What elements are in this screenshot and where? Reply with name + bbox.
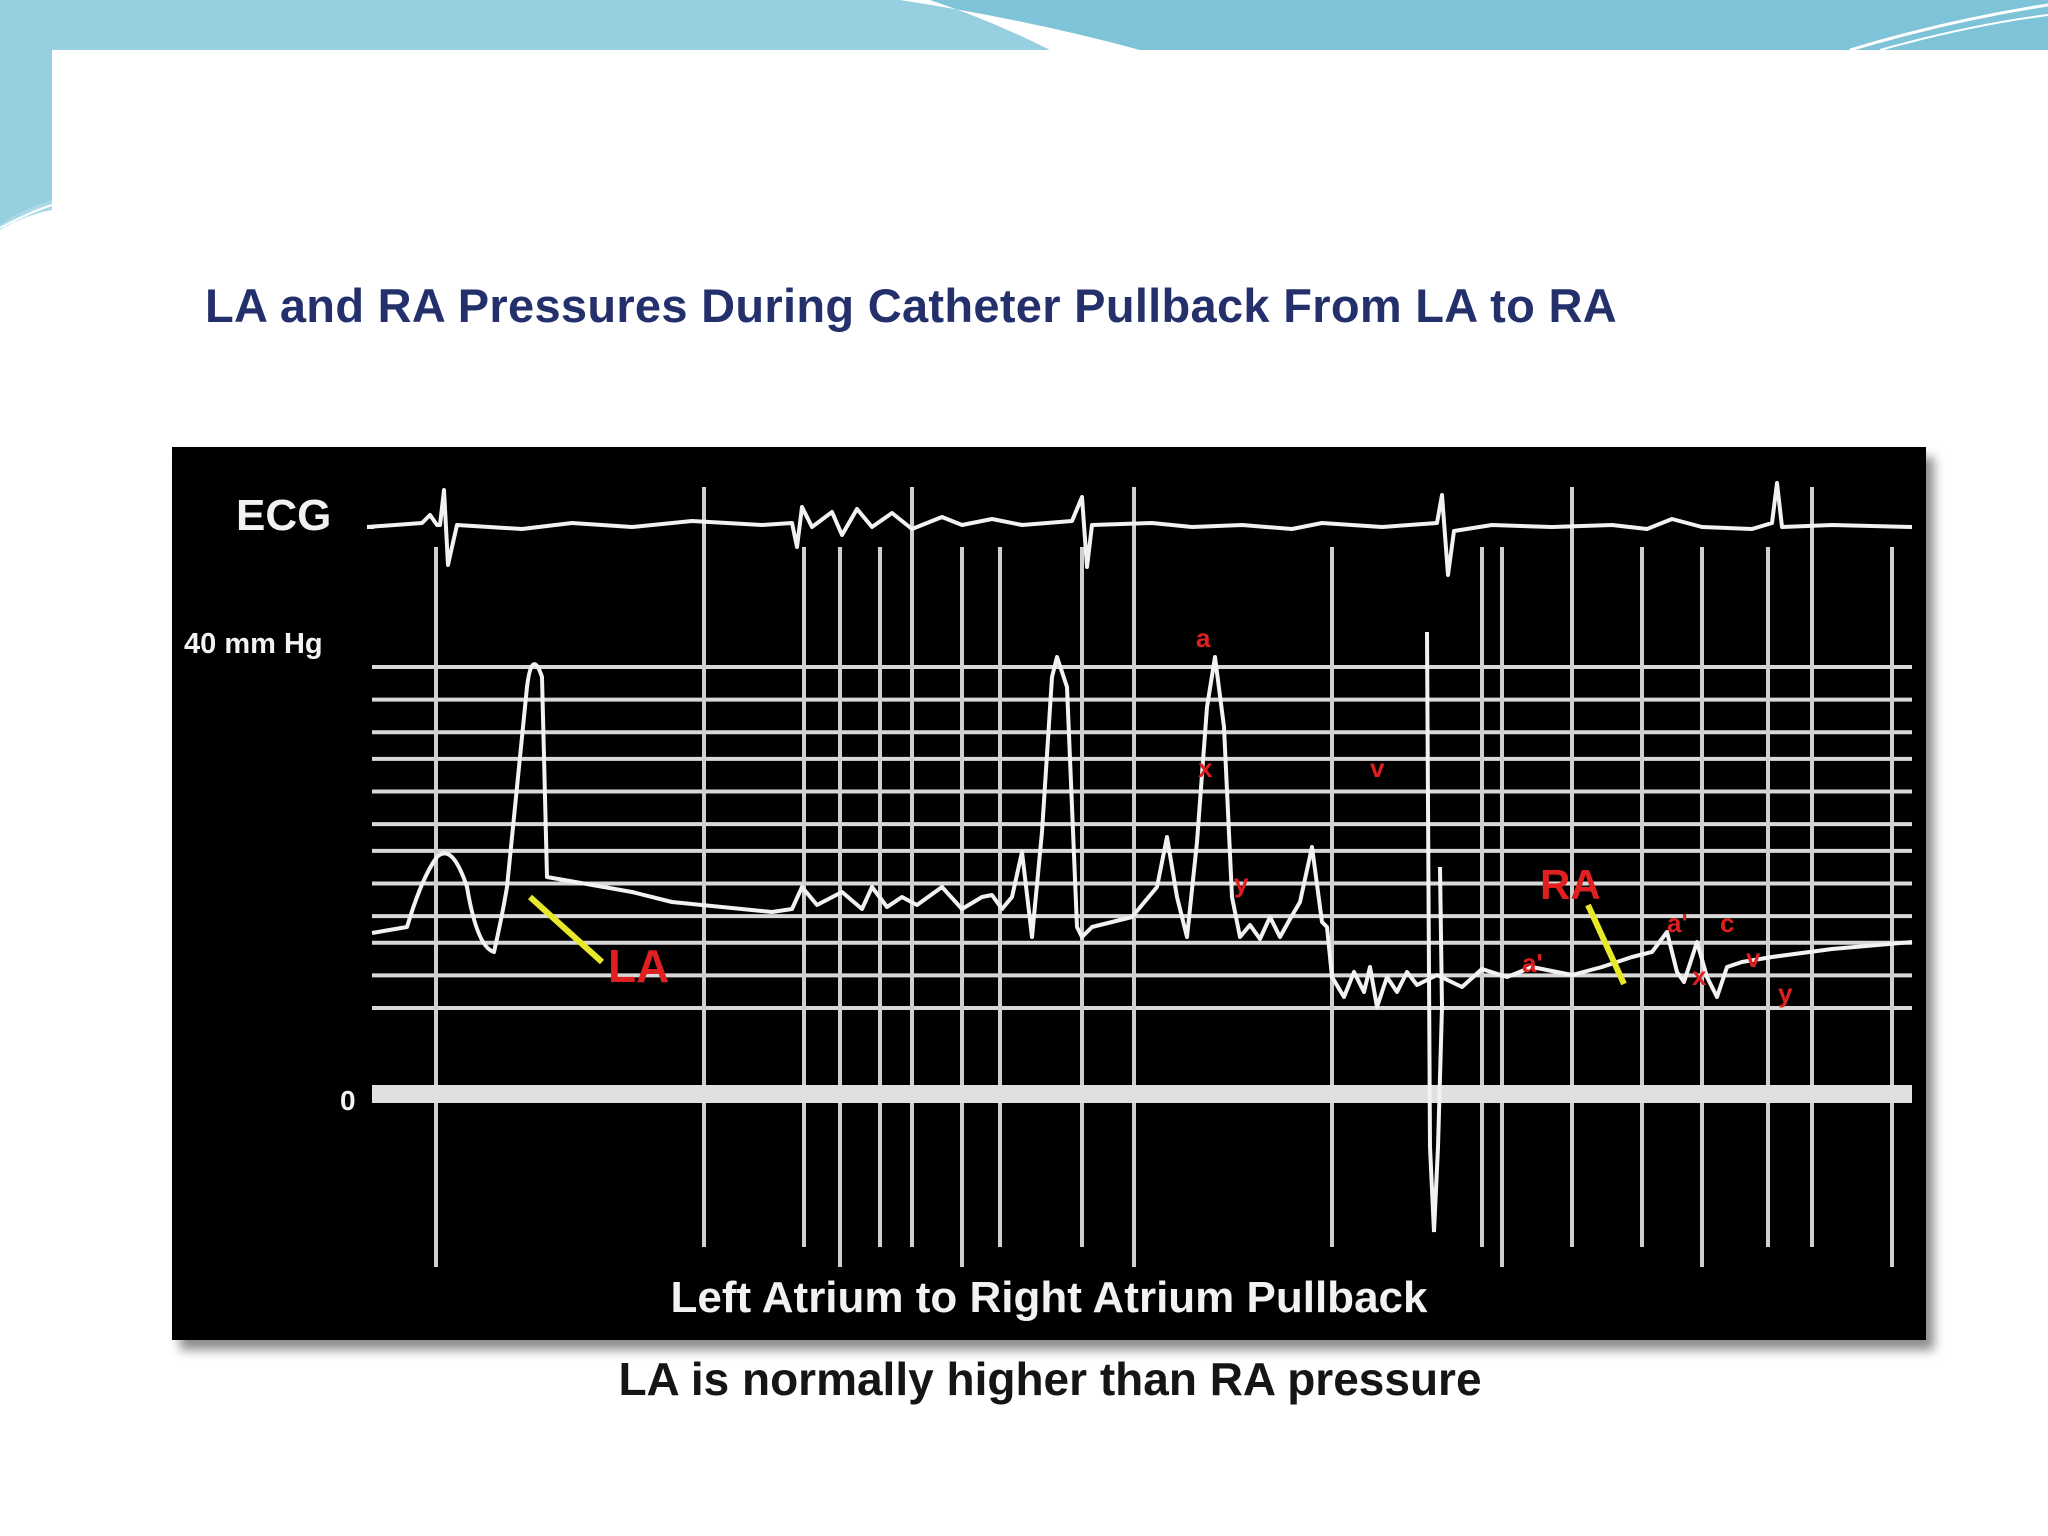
annotation-label: a	[1196, 623, 1211, 653]
horizontal-grid	[372, 667, 1912, 1008]
series-label-ra	[1540, 861, 1601, 908]
svg-text:LA: LA	[608, 940, 670, 992]
vertical-grid	[436, 487, 1892, 1267]
annotation-label: c	[1720, 908, 1735, 938]
la-pointer	[530, 897, 602, 962]
zero-baseline	[372, 1085, 1912, 1103]
annotation-label: y	[1234, 868, 1249, 898]
y-axis-top-label: 40 mm Hg	[184, 628, 323, 660]
annotation-label: x	[1198, 753, 1213, 783]
slide-footer-caption: LA is normally higher than RA pressure	[618, 1353, 1482, 1405]
chart-caption: Left Atrium to Right Atrium Pullback	[670, 1273, 1428, 1322]
tracing-svg	[172, 447, 1926, 1340]
ecg-label: ECG	[236, 491, 332, 540]
annotation-label: y	[1778, 978, 1793, 1008]
pullback-spike	[1427, 632, 1442, 1232]
annotation-label: a'	[1522, 948, 1543, 978]
ecg-trace	[367, 483, 1912, 575]
pressure-trace	[372, 657, 1912, 1007]
annotation-label: x	[1692, 961, 1707, 991]
annotation-label: v	[1746, 943, 1761, 973]
slide-title: LA and RA Pressures During Catheter Pullback From LA to RA	[205, 279, 1617, 332]
annotation-label: a'	[1667, 908, 1688, 938]
y-axis-zero-label: 0	[340, 1085, 356, 1116]
pressure-tracing-chart	[172, 447, 1926, 1340]
svg-text:RA: RA	[1540, 861, 1601, 908]
series-label-la	[608, 940, 669, 992]
annotation-label: v	[1370, 753, 1385, 783]
